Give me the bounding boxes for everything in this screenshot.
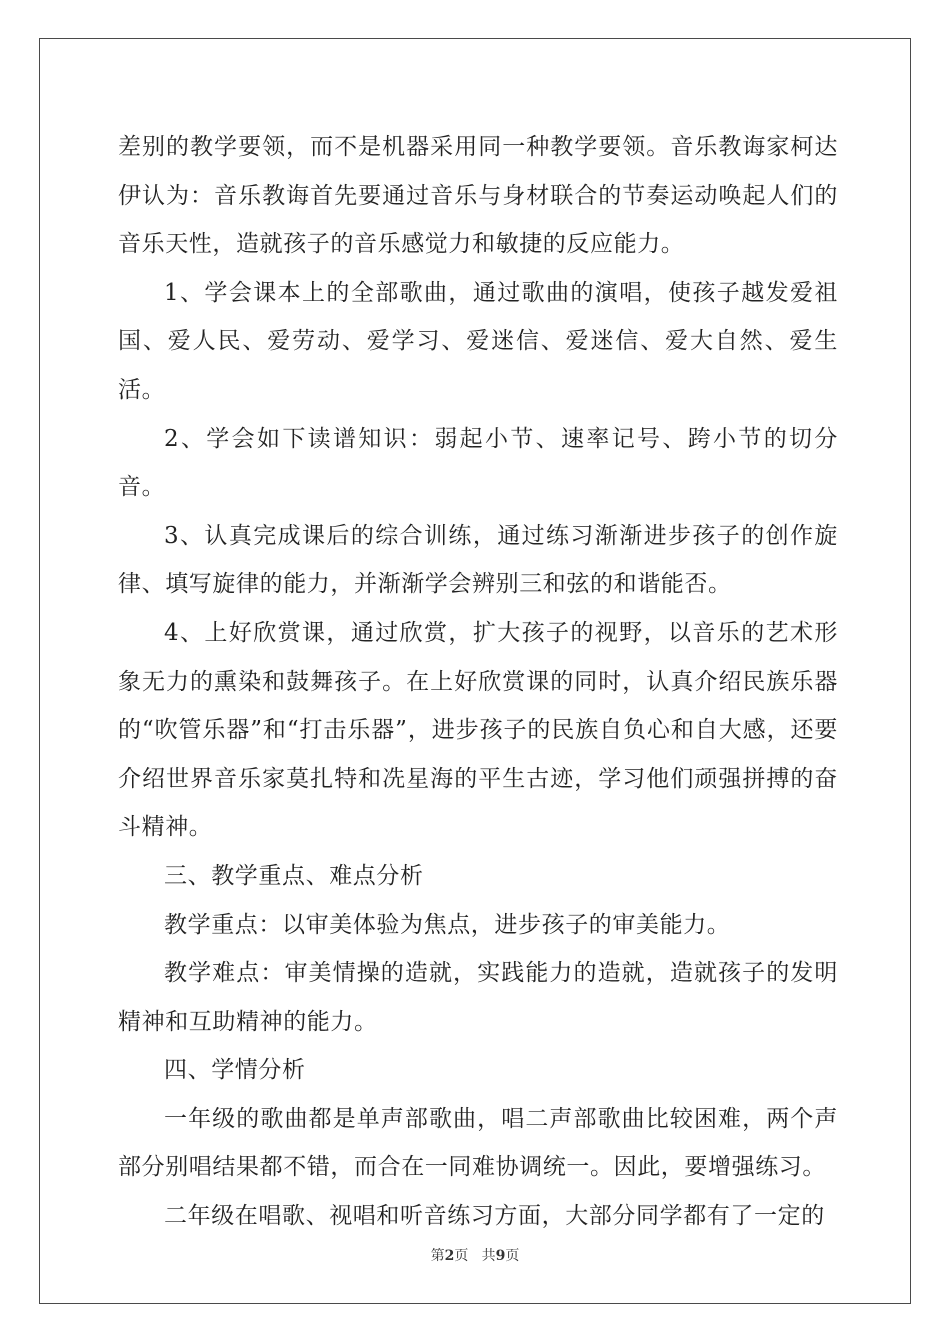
paragraph: 差别的教学要领，而不是机器采用同一种教学要领。音乐教诲家柯达伊认为：音乐教诲首先要通过音乐与身材联合的节奏运动唤起人们的音乐天性，造就孩子的音乐感觉力和敏捷的反应能力。 <box>118 134 838 258</box>
footer-prefix: 第 <box>430 1248 445 1264</box>
page-footer <box>0 1245 950 1265</box>
footer-total-prefix: 共 <box>481 1248 496 1264</box>
total-page-number: 9 <box>495 1248 506 1264</box>
paragraph: 一年级的歌曲都是单声部歌曲，唱二声部歌曲比较困难，两个声部分别唱结果都不错，而合在一同难协调统一。因此，要增强练习。 <box>118 1105 838 1181</box>
document-body <box>118 123 838 1241</box>
paragraph: 教学难点：审美情操的造就，实践能力的造就，造就孩子的发明精神和互助精神的能力。 <box>118 960 838 1035</box>
footer-page-suffix: 页 <box>454 1248 469 1264</box>
section-heading: 三、教学重点、难点分析 <box>164 862 424 889</box>
paragraph: 2、学会如下读谱知识：弱起小节、速率记号、跨小节的切分音。 <box>118 425 838 501</box>
current-page-number: 2 <box>444 1248 455 1264</box>
paragraph: 1、学会课本上的全部歌曲，通过歌曲的演唱，使孩子越发爱祖国、爱人民、爱劳动、爱学习、爱迷信、爱迷信、爱大自然、爱生活。 <box>118 279 838 403</box>
paragraph: 教学重点：以审美体验为焦点，进步孩子的审美能力。 <box>164 911 731 938</box>
section-heading: 四、学情分析 <box>164 1057 306 1084</box>
paragraph: 3、认真完成课后的综合训练，通过练习渐渐进步孩子的创作旋律、填写旋律的能力，并渐渐学会辨别三和弦的和谐能否。 <box>118 522 838 598</box>
footer-total-suffix: 页 <box>505 1248 520 1264</box>
paragraph: 4、上好欣赏课，通过欣赏，扩大孩子的视野，以音乐的艺术形象无力的熏染和鼓舞孩子。在上好欣赏课的同时，认真介绍民族乐器的“吹管乐器”和“打击乐器”，进步孩子的民族自负心和自大感，还要介绍世界音乐家莫扎特和冼星海的平生古迹，学习他们顽强拼搏的奋斗精神。 <box>118 619 838 841</box>
paragraph: 二年级在唱歌、视唱和听音练习方面，大部分同学都有了一定的 <box>164 1203 825 1230</box>
